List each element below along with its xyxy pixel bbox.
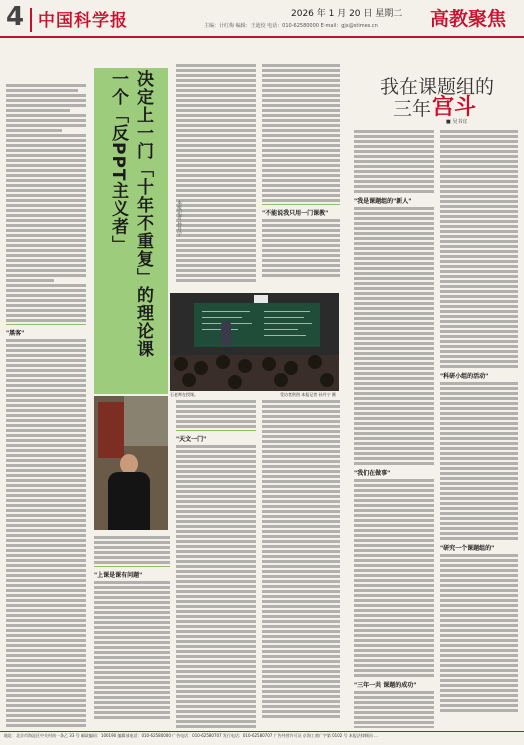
subhead: "黑客" [6,330,25,337]
subhead: "三年一共 课题的成功" [354,682,417,689]
masthead [0,0,524,34]
text-column-1 [6,64,86,728]
subhead: "上课是课有问题" [94,572,143,579]
subhead: "我是课题组的"新人" [354,198,412,205]
footer-info: 地址：北京市海淀区中关村南一条乙 33 号 邮政编码：100190 编辑部电话：010-62580000 广告电话：010-62580707 发行电话：010-62580707 广告经营许可证 京海工商广字第 0102 号 本报法律顾问 ... [4,733,378,738]
subhead: "研究一个课题组的" [440,545,495,552]
portrait-photo [94,396,168,530]
edit-info: 主编：计红梅 编辑：王迪佼 电话：010-62580000 E-mail：gjx@stimes.cn [204,23,378,29]
footer-rule [0,731,524,732]
headline-line-2: 一个「反PPT主义者」 [108,70,128,254]
section-name: 高教聚焦 [430,8,507,30]
photo-credit: 受访者供图 本报记者 孙丹宁 摄 [280,392,336,397]
feature-title-line-1: 我在课题组的 [380,76,495,98]
headline-block [94,68,168,394]
page-number: 4 [6,2,25,32]
subhead: "科研小组的活动" [440,373,489,380]
subhead: "天文一门" [176,436,207,443]
classroom-photo [170,293,339,391]
feature-title-line-2a: 三年 [393,98,432,120]
text-column-4 [354,130,434,728]
text-column-2-top [176,64,256,290]
text-column-3-top [262,64,340,290]
feature-title-line-2b: 宫斗 [432,94,477,120]
text-column-2-bottom [176,400,256,728]
photo-caption: 石老师在授课。 [170,392,198,397]
masthead-rule [0,36,524,38]
subhead: "我们在做事" [354,470,391,477]
subhead: "不能说我只用一门课教" [262,210,329,217]
issue-date: 2026 年 1 月 20 日 星期二 [291,9,403,19]
masthead-divider [30,8,32,32]
feature-byline: ■ 吴书宜 [446,119,468,125]
text-column-3-bottom [262,400,340,728]
text-column-5 [440,130,518,728]
text-under-portrait [94,536,170,728]
paper-logo: 中国科学报 [38,11,128,31]
headline-line-1: 决定上一门「十年不重复」的理论课 [133,70,153,358]
